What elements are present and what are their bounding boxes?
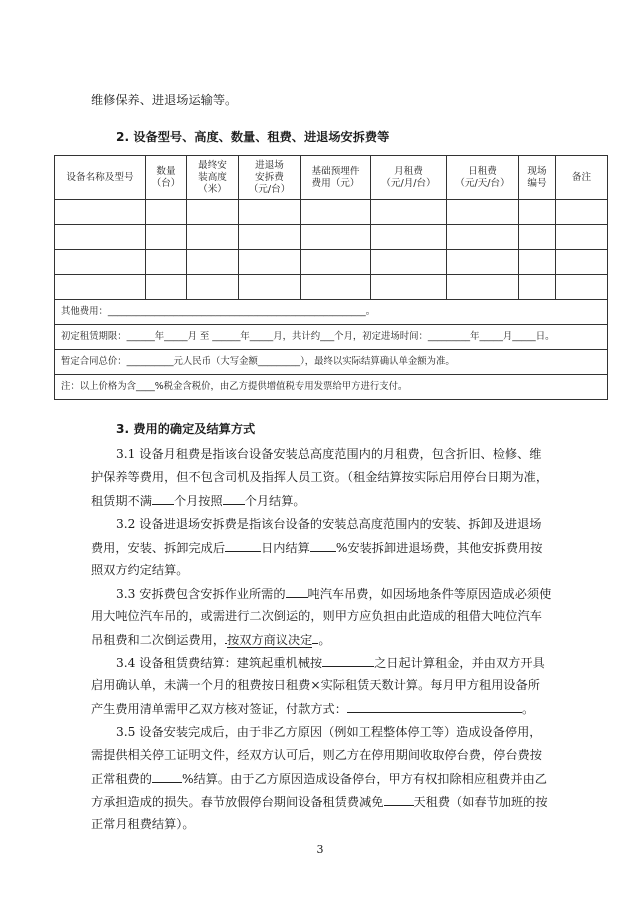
clause-3-2-line-1: 3.2 设备进退场安拆费是指该台设备的安装总高度范围内的安装、拆卸及进退场	[116, 517, 542, 531]
clause-3-5-line-3: 正常租费的 %结算。由于乙方原因造成设备停台，甲方有权扣除相应租费并由乙	[91, 772, 547, 786]
equipment-table	[54, 155, 608, 400]
other-fees-row: 其他费用：_______________________________________________________。	[55, 300, 608, 325]
blank-field	[223, 492, 245, 505]
header-daily-rent: 日租费 （元/天/台）	[447, 156, 519, 200]
table-row	[55, 275, 608, 300]
blank-field	[310, 539, 336, 552]
page-number: 3	[316, 843, 324, 856]
blank-field	[384, 793, 414, 806]
blank-field	[286, 585, 308, 598]
header-monthly-rent: 月租费 （元/月/台）	[371, 156, 447, 200]
clause-3-4-line-2: 启用确认单，未满一个月的租费按日租费×实际租赁天数计算。每月甲方租用设备所	[91, 678, 540, 692]
blank-field	[152, 770, 182, 783]
blank-field	[347, 700, 522, 713]
table-row	[55, 225, 608, 250]
blank-field	[152, 492, 174, 505]
clause-3-2-line-2: 费用，安装、拆卸完成后 日内结算 %安装拆卸进退场费，其他安拆费用按	[91, 541, 543, 555]
section-3-title: 3. 费用的确定及结算方式	[116, 422, 256, 436]
clause-3-5-line-5: 正常月租费结算）。	[91, 817, 195, 831]
header-install-height: 最终安 装高度 （米）	[187, 156, 239, 200]
header-equipment-name: 设备名称及型号	[55, 156, 146, 200]
table-header-row	[55, 156, 608, 200]
clause-3-3-line-1: 3.3 安拆费包含安拆作业所需的 吨汽车吊费，如因场地条件等原因造成必须使	[116, 587, 552, 601]
header-quantity: 数量 （台）	[146, 156, 187, 200]
initial-term-row: 初定租赁期限：______年_____月 至 ______年_____月，共计约___个月，初定进场时间：_________年_____月_____日。	[55, 325, 608, 350]
header-install-fee: 进退场 安拆费 （元/台）	[239, 156, 301, 200]
section-2-title: 2. 设备型号、高度、数量、租费、进退场安拆费等	[116, 130, 390, 144]
clause-3-5-line-1: 3.5 设备安装完成后，由于非乙方原因（例如工程整体停工等）造成设备停用，	[116, 725, 542, 739]
header-foundation-fee: 基础预埋件 费用（元）	[301, 156, 371, 200]
clause-3-2-line-3: 照双方约定结算。	[91, 563, 189, 577]
contract-price-row: 暂定合同总价：__________元人民币（大写金额_________），最终以实际结算确认单金额为准。	[55, 350, 608, 375]
clause-3-5-line-4: 方承担造成的损失。春节放假停台期间设备租赁费减免 天租费（如春节加班的按	[91, 795, 548, 809]
clause-3-1-line-2: 护保养等费用，但不包含司机及指挥人员工资。（租金结算按实际启用停台日期为准，	[91, 470, 549, 484]
clause-3-3-line-2: 用大吨位汽车吊的，或需进行二次倒运的，则甲方应负担由此造成的租借大吨位汽车	[91, 609, 542, 623]
clause-3-4-line-1: 3.4 设备租赁费结算：建筑起重机械按 之日起计算租金，并由双方开具	[116, 656, 545, 670]
tax-note-row: 注：以上价格为含____%税金含税价，由乙方提供增值税专用发票给甲方进行支付。	[55, 375, 608, 400]
table-row	[55, 200, 608, 225]
header-site-number: 现场 编号	[519, 156, 556, 200]
table-row	[55, 250, 608, 275]
clause-3-5-line-2: 需提供相关停工证明文件，经双方认可后，则乙方在停用期间收取停台费，停台费按	[91, 748, 542, 762]
clause-3-4-line-3: 产生费用清单需甲乙双方核对签证，付款方式： 。	[91, 702, 535, 716]
blank-field	[322, 654, 374, 667]
clause-3-3-line-3: 吊租费和二次倒运费用， 按双方商议决定 。	[91, 633, 331, 647]
header-remarks: 备注	[556, 156, 608, 200]
clause-3-1-line-1: 3.1 设备月租费是指该台设备安装总高度范围内的月租费，包含折旧、检修、维	[116, 447, 542, 461]
blank-field	[225, 539, 261, 552]
intro-line: 维修保养、进退场运输等。	[91, 93, 238, 107]
clause-3-1-line-3: 租赁期不满 个月按照 个月结算。	[91, 494, 306, 508]
